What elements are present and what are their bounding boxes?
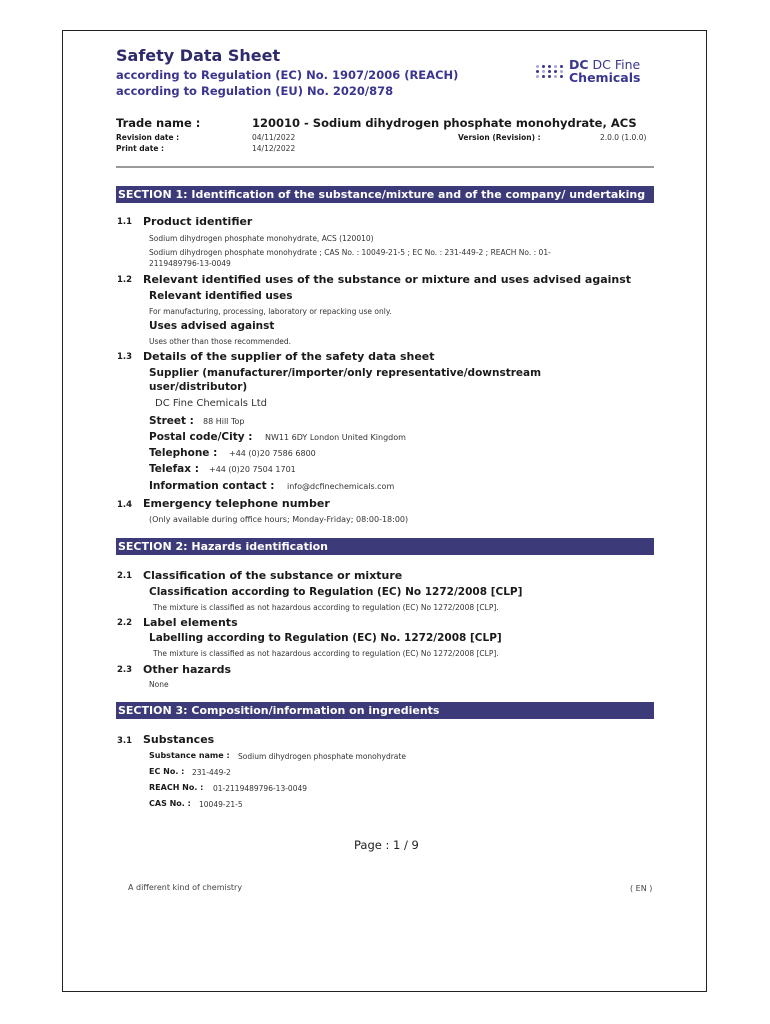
section-2-2-title: Label elements — [143, 616, 238, 629]
section-2-3-title: Other hazards — [143, 663, 232, 676]
product-identifier-line-2: Sodium dihydrogen phosphate monohydrate ; CAS No. : 10049-21-5 ; EC No. : 231-449-2 ; REACH No. : 01- — [149, 248, 551, 257]
ec-number-label: EC No. : — [149, 767, 185, 776]
telephone-value: +44 (0)20 7586 6800 — [229, 449, 316, 458]
logo-line-1: DC Fine — [592, 57, 641, 72]
revision-date-value: 04/11/2022 — [252, 133, 296, 142]
supplier-name: DC Fine Chemicals Ltd — [155, 398, 267, 409]
section-2-3-number: 2.3 — [117, 665, 133, 675]
telefax-value: +44 (0)20 7504 1701 — [209, 465, 296, 474]
postal-city-label: Postal code/City : — [149, 431, 253, 443]
classification-title: Classification according to Regulation (EC) No 1272/2008 [CLP] — [149, 586, 523, 598]
print-date-value: 14/12/2022 — [252, 144, 296, 153]
street-value: 88 Hill Top — [203, 417, 245, 426]
information-contact-label: Information contact : — [149, 480, 275, 492]
labelling-title: Labelling according to Regulation (EC) No. 1272/2008 [CLP] — [149, 632, 502, 644]
telephone-label: Telephone : — [149, 447, 218, 459]
page-number: Page : 1 / 9 — [354, 838, 419, 852]
section-1-4-number: 1.4 — [117, 500, 133, 510]
section-1-3-number: 1.3 — [117, 352, 133, 362]
supplier-title-line-2: user/distributor) — [149, 381, 248, 393]
section-1-header: SECTION 1: Identification of the substance/mixture and of the company/ undertaking — [116, 186, 654, 203]
section-3-header: SECTION 3: Composition/information on ingredients — [116, 702, 654, 719]
section-3-1-number: 3.1 — [117, 736, 133, 746]
trade-name-label: Trade name : — [116, 116, 201, 130]
regulation-eu: according to Regulation (EU) No. 2020/878 — [116, 84, 394, 98]
header-divider — [116, 166, 654, 168]
reach-number-label: REACH No. : — [149, 783, 204, 792]
other-hazards-text: None — [149, 680, 169, 689]
substance-name-value: Sodium dihydrogen phosphate monohydrate — [238, 752, 406, 761]
section-2-2-number: 2.2 — [117, 618, 133, 628]
molecule-logo-icon — [536, 65, 564, 78]
trade-name-value: 120010 - Sodium dihydrogen phosphate monohydrate, ACS — [252, 116, 637, 130]
revision-date-label: Revision date : — [116, 133, 180, 142]
relevant-uses-text: For manufacturing, processing, laboratory or repacking use only. — [149, 307, 392, 316]
print-date-label: Print date : — [116, 144, 165, 153]
street-label: Street : — [149, 415, 194, 427]
labelling-text: The mixture is classified as not hazardous according to regulation (EC) No 1272/2008 [CLP]. — [153, 649, 499, 658]
ec-number-value: 231-449-2 — [192, 768, 231, 777]
section-2-1-number: 2.1 — [117, 571, 133, 581]
company-logo — [536, 58, 640, 84]
section-1-1-title: Product identifier — [143, 215, 253, 228]
product-identifier-line-3: 2119489796-13-0049 — [149, 259, 231, 268]
section-3-1-title: Substances — [143, 733, 215, 746]
advised-against-title: Uses advised against — [149, 320, 275, 332]
logo-wordmark: DC DC Fine Chemicals — [569, 57, 641, 85]
section-1-1-number: 1.1 — [117, 217, 133, 227]
section-1-2-title: Relevant identified uses of the substance or mixture and uses advised against — [143, 273, 632, 286]
section-1-4-title: Emergency telephone number — [143, 497, 330, 510]
section-1-3-title: Details of the supplier of the safety data sheet — [143, 350, 435, 363]
advised-against-text: Uses other than those recommended. — [149, 337, 292, 346]
logo-line-2: Chemicals — [569, 70, 641, 85]
telefax-label: Telefax : — [149, 463, 199, 475]
document-title: Safety Data Sheet — [116, 46, 281, 65]
regulation-reach: according to Regulation (EC) No. 1907/2006 (REACH) — [116, 68, 459, 82]
section-1-2-number: 1.2 — [117, 275, 133, 285]
footer-tagline: A different kind of chemistry — [128, 883, 243, 892]
emergency-hours-text: (Only available during office hours; Monday-Friday; 08:00-18:00) — [149, 515, 409, 524]
information-contact-email[interactable]: info@dcfinechemicals.com — [287, 482, 395, 491]
supplier-title-line-1: Supplier (manufacturer/importer/only representative/downstream — [149, 367, 542, 379]
cas-number-label: CAS No. : — [149, 799, 191, 808]
substance-name-label: Substance name : — [149, 751, 230, 760]
section-2-header: SECTION 2: Hazards identification — [116, 538, 654, 555]
version-value: 2.0.0 (1.0.0) — [600, 133, 647, 142]
footer-language: ( EN ) — [630, 884, 653, 893]
postal-city-value: NW11 6DY London United Kingdom — [265, 433, 406, 442]
product-identifier-line-1: Sodium dihydrogen phosphate monohydrate, ACS (120010) — [149, 234, 374, 243]
relevant-uses-title: Relevant identified uses — [149, 290, 293, 302]
classification-text: The mixture is classified as not hazardous according to regulation (EC) No 1272/2008 [CLP]. — [153, 603, 499, 612]
version-label: Version (Revision) : — [458, 133, 541, 142]
reach-number-value: 01-2119489796-13-0049 — [213, 784, 308, 793]
section-2-1-title: Classification of the substance or mixture — [143, 569, 403, 582]
cas-number-value: 10049-21-5 — [199, 800, 243, 809]
